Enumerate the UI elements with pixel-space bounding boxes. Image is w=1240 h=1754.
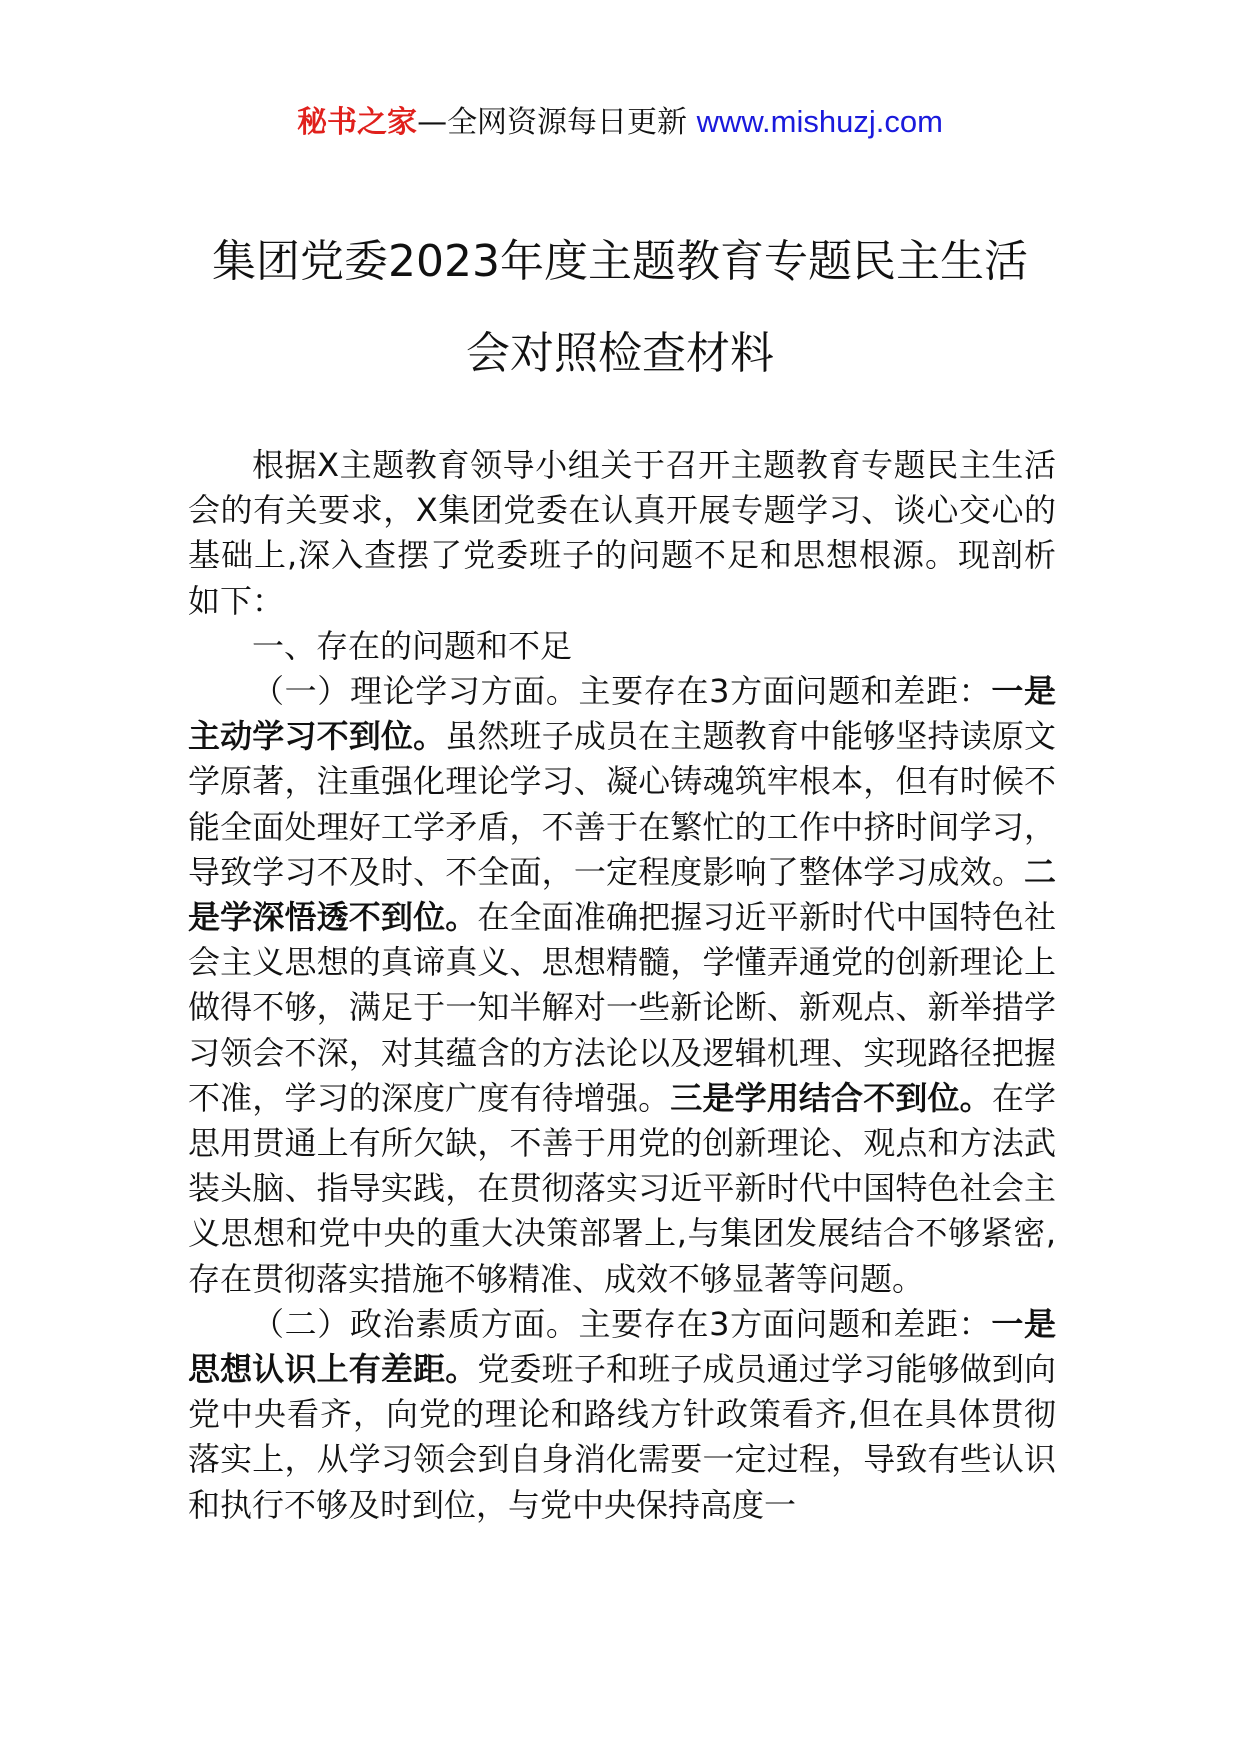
site-header bbox=[0, 100, 1240, 145]
bold-point: 一是主动学习不到位。 bbox=[188, 672, 1056, 756]
bold-point: 一是思想认识上有差距。 bbox=[188, 1304, 1056, 1389]
point-text: 在学思用贯通上有所欠缺，不善于用党的创新理论、观点和方法武装头脑、指导实践，在贯彻落实习近平新时代中国特色社会主义思想和党中央的重大决策部署上,与集团发展结合不够紧密,存在贯彻落实措施不够精准、成效不够显著等问题。 bbox=[188, 1078, 1056, 1298]
point-text: 党委班子和班子成员通过学习能够做到向党中央看齐，向党的理论和路线方针政策看齐,但在具体贯彻落实上，从学习领会到自身消化需要一定过程，导致有些认识和执行不够及时到位，与党中央保持高度一 bbox=[188, 1350, 1056, 1524]
theory-study-paragraph bbox=[188, 669, 1056, 1302]
section-heading-1: 一、存在的问题和不足 bbox=[252, 626, 573, 665]
document-title-line-1: 集团党委2023年度主题教育专题民主生活 bbox=[212, 236, 1028, 287]
point-text: 虽然班子成员在主题教育中能够坚持读原文学原著，注重强化理论学习、凝心铸魂筑牢根本，但有时候不能全面处理好工学矛盾，不善于在繁忙的工作中挤时间学习，导致学习不及时、不全面，一定程度影响了整体学习成效。 bbox=[188, 717, 1056, 891]
site-url-link[interactable]: www.mishuzj.com bbox=[696, 104, 943, 139]
subsection-lead: （一）理论学习方面。主要存在3方面问题和差距： bbox=[252, 672, 992, 711]
point-text: 在全面准确把握习近平新时代中国特色社会主义思想的真谛真义、思想精髓，学懂弄通党的创新理论上做得不够，满足于一知半解对一些新论断、新观点、新举措学习领会不深，对其蕴含的方法论以及逻辑机理、实现路径把握不准，学习的深度广度有待增强。 bbox=[188, 898, 1056, 1117]
site-slogan: —全网资源每日更新 bbox=[417, 105, 688, 140]
bold-point: 二是学深悟透不到位。 bbox=[188, 852, 1056, 937]
bold-point: 三是学用结合不到位。 bbox=[670, 1078, 992, 1117]
subsection-lead: （二）政治素质方面。主要存在3方面问题和差距： bbox=[252, 1304, 992, 1343]
site-brand: 秘书之家 bbox=[297, 105, 418, 140]
political-quality-paragraph bbox=[188, 1302, 1056, 1528]
document-body bbox=[188, 443, 1056, 1528]
document-title-line-2: 会对照检查材料 bbox=[466, 328, 774, 379]
intro-paragraph: 根据X主题教育领导小组关于召开主题教育专题民主生活会的有关要求，X集团党委在认真开展专题学习、谈心交心的基础上,深入查摆了党委班子的问题不足和思想根源。现剖析如下： bbox=[188, 446, 1056, 620]
